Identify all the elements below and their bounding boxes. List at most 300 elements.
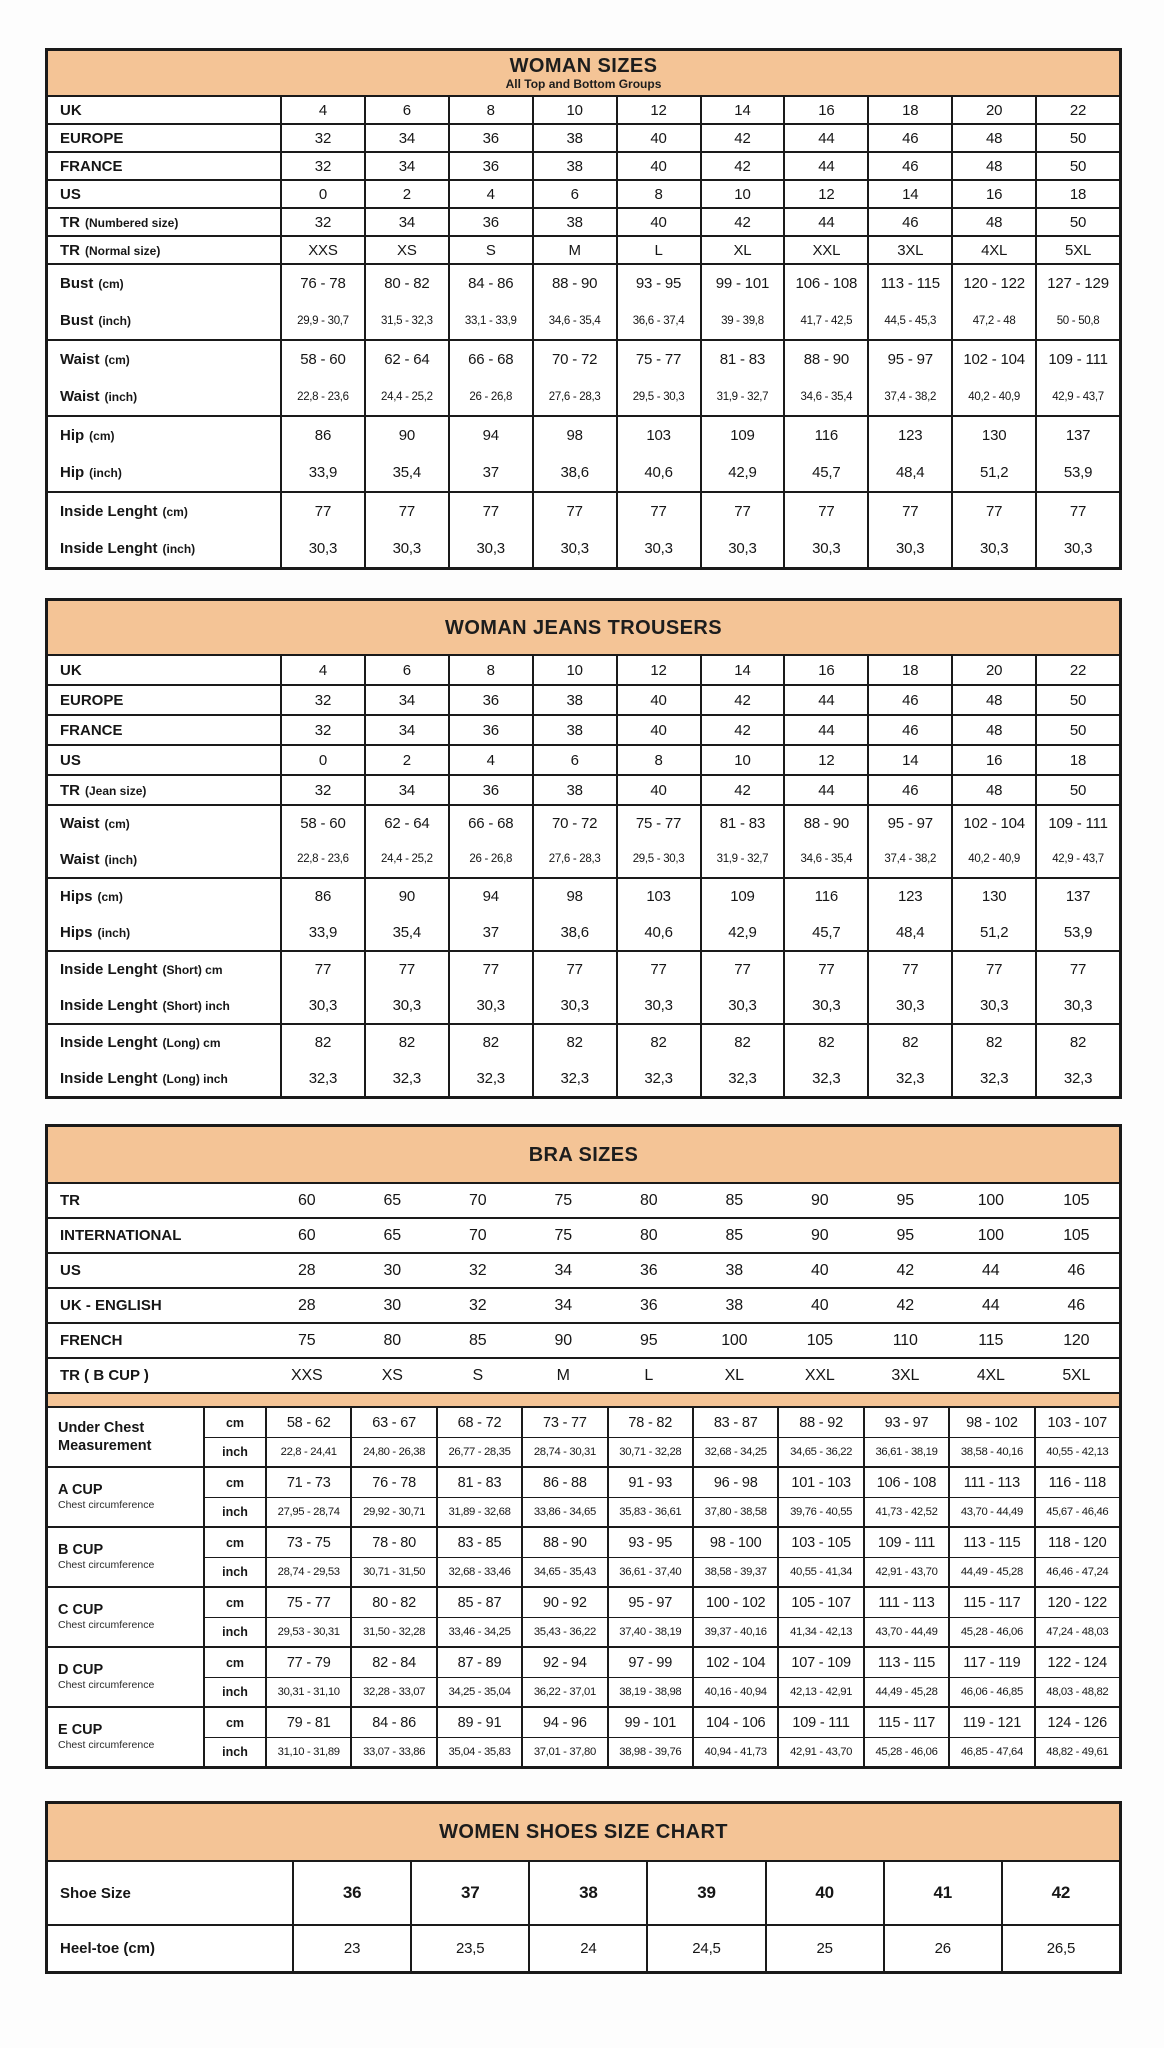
- size-cell: 38,6: [532, 454, 616, 491]
- size-cell: 30,3: [616, 530, 700, 567]
- size-cell: 40,6: [616, 915, 700, 951]
- size-cell: 91 - 93: [607, 1468, 692, 1497]
- unit-label: inch: [203, 1737, 265, 1766]
- size-cell: 37,80 - 38,58: [692, 1497, 777, 1526]
- size-cell: 34: [364, 125, 448, 151]
- size-cell: 28,74 - 29,53: [265, 1557, 350, 1586]
- table-group: [48, 684, 1119, 714]
- table-group: [48, 1322, 1119, 1357]
- table-group: [48, 1466, 1119, 1526]
- size-cell: 18: [1035, 181, 1119, 207]
- size-cell: 46: [867, 776, 951, 804]
- table-row: [48, 1289, 1119, 1322]
- size-cell: 83 - 87: [692, 1408, 777, 1437]
- size-cell: M: [532, 237, 616, 263]
- size-cell: 40: [616, 776, 700, 804]
- size-cell: 36,6 - 37,4: [616, 302, 700, 339]
- size-cell: 30,3: [532, 988, 616, 1024]
- size-cell: 90: [364, 879, 448, 915]
- size-cell: 38,58 - 39,37: [692, 1557, 777, 1586]
- size-cell: 30,3: [700, 988, 784, 1024]
- table-row: [48, 1061, 1119, 1097]
- row-label: [48, 186, 280, 203]
- size-cell: 115 - 117: [948, 1588, 1033, 1617]
- size-cell: 63 - 67: [350, 1408, 435, 1437]
- size-cell: 30,3: [616, 988, 700, 1024]
- table-group: [48, 744, 1119, 774]
- size-cell: 109: [700, 879, 784, 915]
- size-cell: 31,50 - 32,28: [350, 1617, 435, 1646]
- size-cell: 30,3: [951, 530, 1035, 567]
- size-cell: 30,3: [280, 988, 364, 1024]
- size-cell: 38,58 - 40,16: [948, 1437, 1033, 1466]
- row-label: [48, 924, 280, 941]
- size-cell: 4: [280, 97, 364, 123]
- size-cell: 130: [951, 879, 1035, 915]
- row-label: [48, 464, 280, 481]
- size-cell: 41,73 - 42,52: [863, 1497, 948, 1526]
- row-label-main: Hips: [60, 923, 93, 941]
- size-cell: 130: [951, 417, 1035, 454]
- bra-sizes-table: [45, 1124, 1122, 1769]
- size-cell: 33,86 - 34,65: [521, 1497, 606, 1526]
- row-label-note: (cm): [104, 817, 130, 832]
- size-cell: 40,2 - 40,9: [951, 842, 1035, 878]
- table-group: [48, 804, 1119, 877]
- row-label: [48, 1885, 292, 1902]
- size-cell: 30,3: [951, 988, 1035, 1024]
- size-cell: 90: [364, 417, 448, 454]
- size-cell: 90: [811, 1191, 829, 1209]
- size-cell: 42: [896, 1296, 914, 1314]
- table-row: [48, 806, 1119, 842]
- size-cell: 119 - 121: [948, 1708, 1033, 1737]
- bra-sizes-header: [48, 1127, 1119, 1184]
- table-row: [48, 656, 1119, 684]
- size-cell: 44: [783, 686, 867, 714]
- size-cell: 42,9 - 43,7: [1035, 842, 1119, 878]
- size-cell: 39,37 - 40,16: [692, 1617, 777, 1646]
- size-cell: 8: [616, 746, 700, 774]
- size-cell: 14: [700, 656, 784, 684]
- row-label-note: (cm): [89, 429, 115, 443]
- size-cell: 116: [783, 417, 867, 454]
- size-cell: 76 - 78: [350, 1468, 435, 1497]
- size-cell: 38: [725, 1296, 743, 1314]
- size-cell: 79 - 81: [265, 1708, 350, 1737]
- size-cell: 32: [280, 153, 364, 179]
- size-cell: 20: [951, 656, 1035, 684]
- group-label-main: C CUP: [58, 1602, 104, 1619]
- size-cell: 50: [1035, 686, 1119, 714]
- size-cell: 75: [554, 1226, 572, 1244]
- size-cell: 90: [811, 1226, 829, 1244]
- row-label: [48, 1262, 264, 1279]
- row-label-main: US: [60, 751, 81, 769]
- row-label: [48, 961, 280, 978]
- size-cell: 95 - 97: [607, 1588, 692, 1617]
- size-cell: 118 - 120: [1034, 1528, 1119, 1557]
- row-label-main: Inside Lenght: [60, 961, 158, 979]
- size-cell: 43,70 - 44,49: [948, 1497, 1033, 1526]
- size-cell: 98 - 100: [692, 1528, 777, 1557]
- size-cell: 23,5: [410, 1926, 528, 1971]
- group-label: [48, 1588, 203, 1646]
- size-cell: 77 - 79: [265, 1648, 350, 1677]
- size-cell: 28: [298, 1296, 316, 1314]
- size-cell: 40: [811, 1261, 829, 1279]
- size-cell: 34,65 - 36,22: [777, 1437, 862, 1466]
- size-cell: 77: [867, 493, 951, 530]
- row-label-main: UK: [60, 661, 82, 679]
- size-cell: 44: [783, 716, 867, 744]
- size-cell: 105: [1063, 1191, 1090, 1209]
- row-label: [48, 1940, 292, 1957]
- size-cell: L: [644, 1366, 654, 1384]
- row-label-note: (inch): [104, 390, 138, 404]
- size-cell: 36: [448, 686, 532, 714]
- size-cell: 77: [532, 493, 616, 530]
- row-label-main: INTERNATIONAL: [60, 1227, 182, 1244]
- size-cell: 62 - 64: [364, 806, 448, 842]
- table-group: [48, 1924, 1119, 1971]
- row-label-main: UK: [60, 101, 82, 119]
- row-label: [48, 158, 280, 175]
- size-cell: 32,3: [532, 1061, 616, 1097]
- row-label: [48, 692, 280, 709]
- table-group: [48, 207, 1119, 235]
- table-group: [48, 774, 1119, 804]
- size-cell: 82: [448, 1025, 532, 1061]
- size-cell: 31,9 - 32,7: [700, 842, 784, 878]
- size-cell: 77: [783, 493, 867, 530]
- size-cell: 82: [364, 1025, 448, 1061]
- size-cell: 36: [448, 153, 532, 179]
- size-cell: 95: [896, 1191, 914, 1209]
- size-cell: 45,67 - 46,46: [1034, 1497, 1119, 1526]
- size-cell: 137: [1035, 879, 1119, 915]
- size-cell: L: [616, 237, 700, 263]
- row-label: [48, 242, 280, 259]
- size-cell: 33,1 - 33,9: [448, 302, 532, 339]
- size-cell: 89 - 91: [436, 1708, 521, 1737]
- row-label-note: (Jean size): [85, 783, 147, 798]
- table-group: [48, 877, 1119, 950]
- size-cell: 4: [448, 181, 532, 207]
- size-cell: 37,4 - 38,2: [867, 842, 951, 878]
- table-row: [48, 1926, 1119, 1971]
- size-cell: 34: [364, 209, 448, 235]
- size-cell: 36: [448, 125, 532, 151]
- size-cell: XL: [724, 1366, 744, 1384]
- size-cell: 51,2: [951, 454, 1035, 491]
- size-cell: 34: [554, 1296, 572, 1314]
- row-label-note: (Long) inch: [162, 1071, 228, 1086]
- bra-sizes-body: [48, 1184, 1119, 1766]
- size-cell: 26 - 26,8: [448, 378, 532, 415]
- table-group: [48, 97, 1119, 123]
- size-cell: 18: [1035, 746, 1119, 774]
- size-cell: 39,76 - 40,55: [777, 1497, 862, 1526]
- size-cell: XXS: [291, 1366, 323, 1384]
- size-cell: 77: [364, 952, 448, 988]
- size-cell: 70 - 72: [532, 341, 616, 378]
- size-cell: 87 - 89: [436, 1648, 521, 1677]
- size-cell: 40: [616, 686, 700, 714]
- size-cell: 75: [298, 1331, 316, 1349]
- size-cell: 77: [951, 952, 1035, 988]
- table-row: [48, 417, 1119, 454]
- row-label: [48, 1192, 264, 1209]
- table-group: [48, 656, 1119, 684]
- size-cell: 94: [448, 879, 532, 915]
- size-cell: 24,5: [646, 1926, 764, 1971]
- size-cell: 32,3: [867, 1061, 951, 1097]
- row-label: [48, 888, 280, 905]
- table-group: [48, 235, 1119, 263]
- row-label-main: FRANCE: [60, 721, 123, 739]
- size-cell: 66 - 68: [448, 806, 532, 842]
- size-cell: 78 - 80: [350, 1528, 435, 1557]
- table-row: [48, 1359, 1119, 1392]
- row-label-main: Hip: [60, 464, 85, 481]
- size-cell: 34,6 - 35,4: [783, 842, 867, 878]
- size-cell: 99 - 101: [700, 265, 784, 302]
- shoes-chart-header: [48, 1804, 1119, 1862]
- group-label: [48, 1468, 203, 1526]
- size-cell: 32: [280, 209, 364, 235]
- size-cell: 26,5: [1001, 1926, 1119, 1971]
- size-cell: 32,68 - 33,46: [436, 1557, 521, 1586]
- size-cell: 97 - 99: [607, 1648, 692, 1677]
- size-cell: 31,9 - 32,7: [700, 378, 784, 415]
- row-label-main: EUROPE: [60, 129, 124, 147]
- table-row: [48, 97, 1119, 123]
- size-cell: 88 - 90: [532, 265, 616, 302]
- size-cell: 105: [1063, 1226, 1090, 1244]
- size-cell: 44: [783, 209, 867, 235]
- row-label-note: (Long) cm: [162, 1036, 221, 1051]
- size-cell: 44,49 - 45,28: [863, 1677, 948, 1706]
- size-cell: 24,4 - 25,2: [364, 842, 448, 878]
- size-cell: 37,4 - 38,2: [867, 378, 951, 415]
- size-cell: 6: [532, 746, 616, 774]
- size-cell: 62 - 64: [364, 341, 448, 378]
- size-cell: 26,77 - 28,35: [436, 1437, 521, 1466]
- size-cell: 75 - 77: [616, 341, 700, 378]
- size-cell: 14: [867, 746, 951, 774]
- row-label: [48, 214, 280, 231]
- size-cell: 81 - 83: [436, 1468, 521, 1497]
- size-cell: 86: [280, 879, 364, 915]
- size-cell: 102 - 104: [951, 806, 1035, 842]
- size-cell: 77: [1035, 493, 1119, 530]
- group-label-note: Chest circumference: [58, 1499, 155, 1512]
- size-cell: 82: [616, 1025, 700, 1061]
- row-label-main: TR ( B CUP ): [60, 1367, 149, 1384]
- size-cell: 70 - 72: [532, 806, 616, 842]
- size-cell: 4XL: [951, 237, 1035, 263]
- size-cell: 42: [700, 776, 784, 804]
- size-cell: 36,61 - 38,19: [863, 1437, 948, 1466]
- size-cell: 30,3: [783, 988, 867, 1024]
- size-cell: 34: [364, 716, 448, 744]
- size-cell: 30,3: [783, 530, 867, 567]
- size-cell: 35,04 - 35,83: [436, 1737, 521, 1766]
- size-cell: 102 - 104: [692, 1648, 777, 1677]
- group-label-note: Chest circumference: [58, 1679, 155, 1692]
- size-cell: 86 - 88: [521, 1468, 606, 1497]
- size-cell: 12: [783, 181, 867, 207]
- size-cell: 32,3: [783, 1061, 867, 1097]
- size-cell: 38: [532, 716, 616, 744]
- table-group: [48, 1706, 1119, 1766]
- size-cell: 29,9 - 30,7: [280, 302, 364, 339]
- size-cell: 32,3: [448, 1061, 532, 1097]
- size-cell: 30,3: [867, 988, 951, 1024]
- size-cell: 30,3: [532, 530, 616, 567]
- size-cell: 109 - 111: [1035, 806, 1119, 842]
- size-cell: 42: [700, 153, 784, 179]
- row-label-note: (inch): [89, 466, 122, 480]
- table-row: [48, 746, 1119, 774]
- row-label: [48, 1297, 264, 1314]
- size-cell: 38,6: [532, 915, 616, 951]
- size-cell: 105: [806, 1331, 833, 1349]
- size-cell: 38: [528, 1862, 646, 1924]
- size-cell: 47,24 - 48,03: [1034, 1617, 1119, 1646]
- size-cell: 92 - 94: [521, 1648, 606, 1677]
- size-cell: XS: [364, 237, 448, 263]
- woman-sizes-table: [45, 48, 1122, 570]
- size-cell: 34: [364, 776, 448, 804]
- row-label-note: (inch): [97, 925, 131, 940]
- row-label: [48, 388, 280, 405]
- size-cell: 32,3: [616, 1061, 700, 1097]
- size-cell: 42,13 - 42,91: [777, 1677, 862, 1706]
- size-cell: 40: [616, 716, 700, 744]
- size-cell: 94 - 96: [521, 1708, 606, 1737]
- size-cell: 30: [383, 1296, 401, 1314]
- size-cell: 111 - 113: [948, 1468, 1033, 1497]
- size-cell: 26 - 26,8: [448, 842, 532, 878]
- size-cell: 106 - 108: [783, 265, 867, 302]
- group-label: [48, 1408, 203, 1466]
- size-cell: 42: [700, 716, 784, 744]
- size-cell: 38: [532, 153, 616, 179]
- size-cell: 45,7: [783, 915, 867, 951]
- size-cell: 96 - 98: [692, 1468, 777, 1497]
- group-label-main: D CUP: [58, 1662, 104, 1679]
- size-cell: 27,95 - 28,74: [265, 1497, 350, 1526]
- woman-sizes-body: [48, 97, 1119, 567]
- table-group: [48, 1526, 1119, 1586]
- size-cell: 32: [280, 686, 364, 714]
- unit-label: inch: [203, 1437, 265, 1466]
- row-label-note: (inch): [104, 852, 138, 867]
- size-cell: 120 - 122: [1034, 1588, 1119, 1617]
- table-title: WOMAN SIZES: [509, 54, 658, 77]
- table-row: [48, 952, 1119, 988]
- size-cell: 44: [982, 1261, 1000, 1279]
- row-label-main: US: [60, 1262, 81, 1279]
- size-cell: 31,5 - 32,3: [364, 302, 448, 339]
- size-cell: S: [472, 1366, 483, 1384]
- unit-label: inch: [203, 1497, 265, 1526]
- size-cell: 84 - 86: [448, 265, 532, 302]
- size-cell: 32: [280, 716, 364, 744]
- size-cell: 34: [364, 153, 448, 179]
- size-cell: 27,6 - 28,3: [532, 842, 616, 878]
- size-cell: 77: [448, 493, 532, 530]
- table-group: [48, 950, 1119, 1023]
- row-label: [48, 312, 280, 329]
- size-cell: 23: [292, 1926, 410, 1971]
- size-cell: 36: [640, 1296, 658, 1314]
- row-label-main: UK - ENGLISH: [60, 1297, 162, 1314]
- size-cell: 30: [383, 1261, 401, 1279]
- size-cell: 77: [448, 952, 532, 988]
- row-label: [48, 1070, 280, 1087]
- size-cell: 29,92 - 30,71: [350, 1497, 435, 1526]
- table-group: [48, 1357, 1119, 1392]
- size-cell: 78 - 82: [607, 1408, 692, 1437]
- size-cell: 33,9: [280, 915, 364, 951]
- size-cell: 30,3: [448, 530, 532, 567]
- table-row: [48, 454, 1119, 491]
- size-cell: 88 - 90: [521, 1528, 606, 1557]
- size-cell: 94: [448, 417, 532, 454]
- size-cell: 28,74 - 30,31: [521, 1437, 606, 1466]
- row-label: [48, 752, 280, 769]
- size-cell: 38: [532, 125, 616, 151]
- size-cell: 48: [951, 686, 1035, 714]
- size-cell: 137: [1035, 417, 1119, 454]
- size-cell: 18: [867, 656, 951, 684]
- size-cell: 38,98 - 39,76: [607, 1737, 692, 1766]
- size-cell: 50: [1035, 716, 1119, 744]
- table-row: [48, 209, 1119, 235]
- size-cell: 10: [532, 656, 616, 684]
- size-cell: 28: [298, 1261, 316, 1279]
- size-cell: 22: [1035, 97, 1119, 123]
- size-cell: 8: [616, 181, 700, 207]
- size-cell: 75 - 77: [265, 1588, 350, 1617]
- row-label: [48, 1332, 264, 1349]
- size-cell: 81 - 83: [700, 341, 784, 378]
- size-cell: 70: [469, 1191, 487, 1209]
- size-cell: 48,82 - 49,61: [1034, 1737, 1119, 1766]
- size-cell: 109 - 111: [1035, 341, 1119, 378]
- size-cell: 98: [532, 417, 616, 454]
- group-label: [48, 1648, 203, 1706]
- size-cell: 29,53 - 30,31: [265, 1617, 350, 1646]
- size-cell: 70: [469, 1226, 487, 1244]
- row-label-main: Waist: [60, 815, 100, 833]
- group-label-main: Under Chest Measurement: [58, 1419, 152, 1454]
- size-cell: 122 - 124: [1034, 1648, 1119, 1677]
- table-row: [48, 237, 1119, 263]
- size-cell: 85: [725, 1191, 743, 1209]
- size-cell: 44,5 - 45,3: [867, 302, 951, 339]
- size-cell: 34,65 - 35,43: [521, 1557, 606, 1586]
- unit-label: inch: [203, 1677, 265, 1706]
- table-row: [48, 493, 1119, 530]
- size-cell: 37: [448, 915, 532, 951]
- size-cell: 16: [783, 97, 867, 123]
- table-title: WOMEN SHOES SIZE CHART: [439, 1821, 728, 1843]
- table-row: [48, 181, 1119, 207]
